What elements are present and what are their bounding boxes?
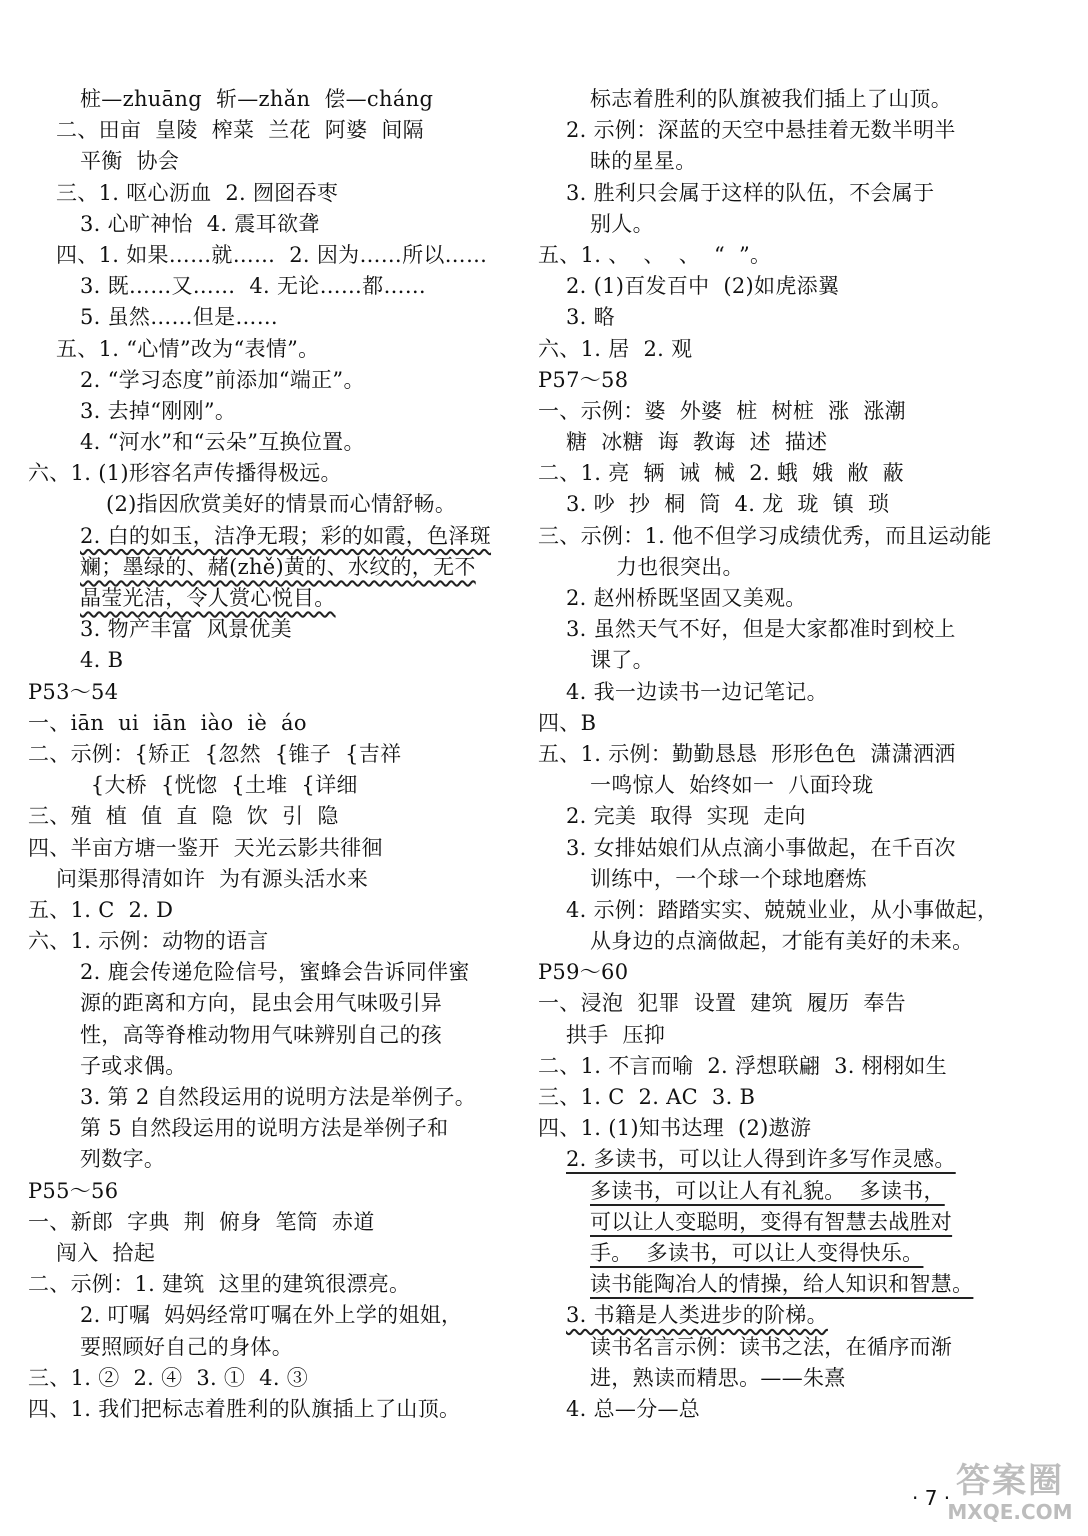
left-column: [28, 84, 528, 1425]
answer-text: 3. 去掉“刚刚”。: [80, 398, 237, 423]
answer-text: (2)指因欣赏美好的情景而心情舒畅。: [106, 492, 457, 517]
answer-line: [538, 271, 1068, 302]
answer-line: [538, 178, 1068, 209]
answer-text: 2. (1)百发百中 (2)如虎添翼: [566, 274, 840, 299]
answer-line: [538, 521, 1068, 552]
answer-text: P53～54: [28, 679, 119, 704]
answer-line: [538, 957, 1068, 988]
answer-text: 标志着胜利的队旗被我们插上了山顶。: [590, 87, 953, 111]
answer-line: [538, 396, 1068, 427]
answer-text: 3. 胜利只会属于这样的队伍，不会属于: [566, 180, 935, 205]
answer-line: [538, 645, 1068, 676]
page-number: · 7 ·: [912, 1486, 951, 1510]
answer-text: 四、1. (1)知书达理 (2)遨游: [538, 1116, 812, 1141]
answer-line: [28, 708, 528, 739]
answer-line: [538, 708, 1068, 739]
answer-line: [538, 1300, 1068, 1331]
answer-line: [538, 895, 1068, 926]
answer-text: 问渠那得清如许 为有源头活水来: [56, 866, 369, 891]
answer-text: 进，熟读而精思。——朱熹: [590, 1365, 846, 1390]
answer-text: 第 5 自然段运用的说明方法是举例子和: [80, 1116, 449, 1141]
answer-text: 一、iān ui iān iào iè áo: [28, 710, 307, 735]
answer-line: [538, 1082, 1068, 1113]
answer-line: [538, 552, 1068, 583]
answer-text: 3. 吵 抄 桐 筒 4. 龙 珑 镇 琐: [566, 492, 890, 517]
answer-text: 课了。: [590, 648, 654, 673]
answer-line: [28, 739, 528, 770]
answer-text: 三、1. C 2. AC 3. B: [538, 1085, 756, 1109]
answer-line: [28, 1363, 528, 1394]
answer-line: [538, 1176, 1068, 1207]
answer-text: 二、1. 亮 辆 诫 械 2. 蛾 娥 敝 蔽: [538, 461, 904, 486]
answer-line: [538, 302, 1068, 333]
answer-line: [538, 1020, 1068, 1051]
answer-text: 平衡 协会: [80, 149, 180, 174]
answer-line: [538, 1238, 1068, 1269]
answer-line: [538, 334, 1068, 365]
answer-text: 四、B: [538, 710, 597, 735]
answer-line: [538, 926, 1068, 957]
answer-text: 读书名言示例：读书之法，在循序而渐: [590, 1334, 953, 1359]
answer-line: [538, 1144, 1068, 1175]
answer-line: [538, 1332, 1068, 1363]
answer-line: [28, 1113, 528, 1144]
answer-line: [538, 1051, 1068, 1082]
answer-line: [28, 957, 528, 988]
answer-line: [28, 240, 528, 271]
answer-line: [538, 770, 1068, 801]
answer-text: 别人。: [590, 211, 654, 236]
answer-line: [538, 1113, 1068, 1144]
answer-text: P55～56: [28, 1178, 119, 1203]
answer-text: 子或求偶。: [80, 1053, 187, 1078]
answer-text: 5. 虽然……但是……: [80, 305, 279, 330]
answer-text: P59～60: [538, 960, 629, 985]
answer-line: [538, 458, 1068, 489]
answer-text: 源的距离和方向，昆虫会用气味吸引异: [80, 991, 443, 1016]
answer-text: 拱手 压抑: [566, 1022, 666, 1047]
answer-text: 四、1. 我们把标志着胜利的队旗插上了山顶。: [28, 1396, 461, 1421]
answer-text: 三、示例：1. 他不但学习成绩优秀，而且运动能: [538, 523, 992, 548]
answer-text: 六、1. 居 2. 观: [538, 336, 693, 361]
answer-line: [538, 1363, 1068, 1394]
answer-line: [28, 1207, 528, 1238]
answer-text: 2. “学习态度”前添加“端正”。: [80, 367, 365, 392]
answer-text: 读书能陶冶人的情操，给人知识和智慧。: [590, 1272, 974, 1297]
answer-text: 二、示例：{矫正 {忽然 {锥子 {吉祥: [28, 741, 402, 766]
answer-line: [28, 1300, 528, 1331]
answer-line: [538, 209, 1068, 240]
answer-text: {大桥 {恍惚 {土堆 {详细: [28, 773, 358, 798]
answer-text: 一、新郎 字典 荆 俯身 笔筒 赤道: [28, 1209, 375, 1234]
answer-text: 3. 虽然天气不好，但是大家都准时到校上: [566, 617, 956, 642]
answer-line: [28, 334, 528, 365]
answer-text: 3. 第 2 自然段运用的说明方法是举例子。: [80, 1085, 477, 1109]
watermark-url: MXQE.COM: [947, 1500, 1073, 1524]
answer-text: 昧的星星。: [590, 149, 697, 174]
answer-line: [28, 302, 528, 333]
answer-text: 2. 鹿会传递危险信号，蜜蜂会告诉同伴蜜: [80, 960, 470, 985]
watermark-text: 答案圈: [956, 1461, 1064, 1501]
answer-text: 列数字。: [80, 1147, 166, 1172]
answer-text: 4. 示例：踏踏实实、兢兢业业，从小事做起，: [566, 897, 999, 922]
answer-text: 力也很突出。: [616, 554, 744, 579]
answer-text: 4. B: [80, 648, 124, 673]
answer-line: [538, 489, 1068, 520]
answer-text: 4. 总—分—总: [566, 1396, 701, 1421]
answer-text: 2. 白的如玉，洁净无瑕；彩的如霞，色泽斑: [80, 523, 492, 548]
answer-line: [28, 209, 528, 240]
answer-text: 二、示例：1. 建筑 这里的建筑很漂亮。: [28, 1272, 411, 1297]
answer-line: [28, 521, 528, 552]
answer-line: [28, 178, 528, 209]
answer-text: 四、半亩方塘一鉴开 天光云影共徘徊: [28, 835, 383, 860]
answer-text: 二、1. 不言而喻 2. 浮想联翩 3. 栩栩如生: [538, 1053, 947, 1078]
answer-line: [28, 614, 528, 645]
answer-line: [28, 988, 528, 1019]
answer-text: 六、1. (1)形容名声传播得极远。: [28, 461, 342, 486]
answer-line: [28, 864, 528, 895]
answer-line: [28, 552, 528, 583]
answer-line: [538, 84, 1068, 115]
answer-line: [28, 833, 528, 864]
answer-text: 训练中，一个球一个球地磨炼: [590, 866, 867, 891]
answer-line: [538, 988, 1068, 1019]
answer-line: [28, 458, 528, 489]
answer-text: 一、示例：婆 外婆 桩 树桩 涨 涨潮: [538, 398, 906, 423]
answer-line: [28, 770, 528, 801]
answer-line: [538, 1207, 1068, 1238]
answer-line: [28, 1020, 528, 1051]
answer-line: [28, 1332, 528, 1363]
right-column: [538, 84, 1068, 1425]
answer-line: [538, 115, 1068, 146]
answer-line: [28, 146, 528, 177]
answer-text: 可以让人变聪明，变得有智慧去战胜对: [590, 1209, 953, 1234]
answer-line: [28, 583, 528, 614]
answer-text: 一、浸泡 犯罪 设置 建筑 履历 奉告: [538, 991, 906, 1016]
answer-text: 糖 冰糖 诲 教诲 述 描述: [566, 430, 828, 455]
answer-text: 五、1. C 2. D: [28, 897, 174, 922]
answer-text: 3. 心旷神怡 4. 震耳欲聋: [80, 211, 320, 236]
answer-text: 3. 书籍是人类进步的阶梯。: [566, 1303, 828, 1328]
answer-line: [28, 801, 528, 832]
answer-line: [538, 583, 1068, 614]
answer-text: 晶莹光洁，令人赏心悦目。: [80, 586, 336, 610]
answer-text: 2. 赵州桥既坚固又美观。: [566, 586, 807, 610]
answer-text: 2. 叮嘱 妈妈经常叮嘱在外上学的姐姐，: [80, 1303, 463, 1328]
answer-text: 桩—zhuāng 斩—zhǎn 偿—cháng: [80, 87, 434, 111]
answer-line: [28, 645, 528, 676]
answer-line: [28, 427, 528, 458]
answer-text: 一鸣惊人 始终如一 八面玲珑: [590, 773, 874, 798]
answer-line: [28, 1269, 528, 1300]
answer-text: 多读书，可以让人有礼貌。 多读书，: [590, 1178, 945, 1203]
answer-text: 4. 我一边读书一边记笔记。: [566, 679, 828, 704]
answer-line: [538, 146, 1068, 177]
answer-line: [28, 365, 528, 396]
answer-line: [28, 115, 528, 146]
answer-line: [28, 1238, 528, 1269]
answer-text: 二、田亩 皇陵 榨菜 兰花 阿婆 间隔: [56, 118, 424, 143]
answer-text: 三、1. ② 2. ④ 3. ① 4. ③: [28, 1365, 309, 1390]
answer-text: 3. 物产丰富 风景优美: [80, 617, 292, 642]
answer-text: 闯入 拾起: [56, 1240, 156, 1265]
answer-line: [28, 1394, 528, 1425]
watermark-logo: [940, 1462, 1080, 1532]
answer-line: [538, 833, 1068, 864]
answer-text: 斓；墨绿的、赭(zhě)黄的、水纹的，无不: [80, 554, 476, 579]
answer-text: 四、1. 如果……就…… 2. 因为……所以……: [56, 242, 488, 267]
answer-line: [538, 614, 1068, 645]
answer-text: 要照顾好自己的身体。: [80, 1334, 293, 1359]
answer-text: 六、1. 示例：动物的语言: [28, 929, 269, 954]
answer-text: 4. “河水”和“云朵”互换位置。: [80, 430, 365, 455]
answer-line: [538, 365, 1068, 396]
answer-text: 五、1. 示例：勤勤恳恳 形形色色 潇潇洒洒: [538, 741, 956, 766]
answer-text: 五、1. “心情”改为“表情”。: [56, 336, 320, 361]
answer-text: 3. 女排姑娘们从点滴小事做起，在千百次: [566, 835, 956, 860]
answer-line: [28, 1051, 528, 1082]
answer-text: 手。 多读书，可以让人变得快乐。: [590, 1240, 924, 1265]
answer-line: [28, 396, 528, 427]
answer-line: [538, 1269, 1068, 1300]
answer-line: [538, 801, 1068, 832]
answer-line: [28, 1144, 528, 1175]
answer-line: [538, 427, 1068, 458]
answer-line: [28, 84, 528, 115]
answer-text: 性，高等脊椎动物用气味辨别自己的孩: [80, 1022, 443, 1047]
answer-text: 从身边的点滴做起，才能有美好的未来。: [590, 929, 974, 954]
answer-line: [28, 1176, 528, 1207]
answer-text: 2. 完美 取得 实现 走向: [566, 804, 806, 829]
answer-text: P57～58: [538, 367, 629, 392]
answer-line: [28, 489, 528, 520]
answer-text: 三、殖 植 值 直 隐 饮 引 隐: [28, 804, 339, 829]
answer-line: [28, 271, 528, 302]
answer-line: [538, 240, 1068, 271]
answer-line: [538, 864, 1068, 895]
answer-line: [28, 895, 528, 926]
answer-text: 五、1. 、 、 、 “ ”。: [538, 242, 772, 267]
answer-text: 3. 略: [566, 305, 615, 330]
answer-line: [538, 1394, 1068, 1425]
answer-line: [538, 677, 1068, 708]
answer-line: [28, 926, 528, 957]
answer-text: 3. 既……又…… 4. 无论……都……: [80, 274, 427, 299]
answer-line: [538, 739, 1068, 770]
answer-line: [28, 677, 528, 708]
answer-text: 2. 示例：深蓝的天空中悬挂着无数半明半: [566, 118, 956, 143]
answer-line: [28, 1082, 528, 1113]
answer-text: 2. 多读书，可以让人得到许多写作灵感。: [566, 1147, 956, 1172]
answer-text: 三、1. 呕心沥血 2. 囫囵吞枣: [56, 180, 339, 205]
